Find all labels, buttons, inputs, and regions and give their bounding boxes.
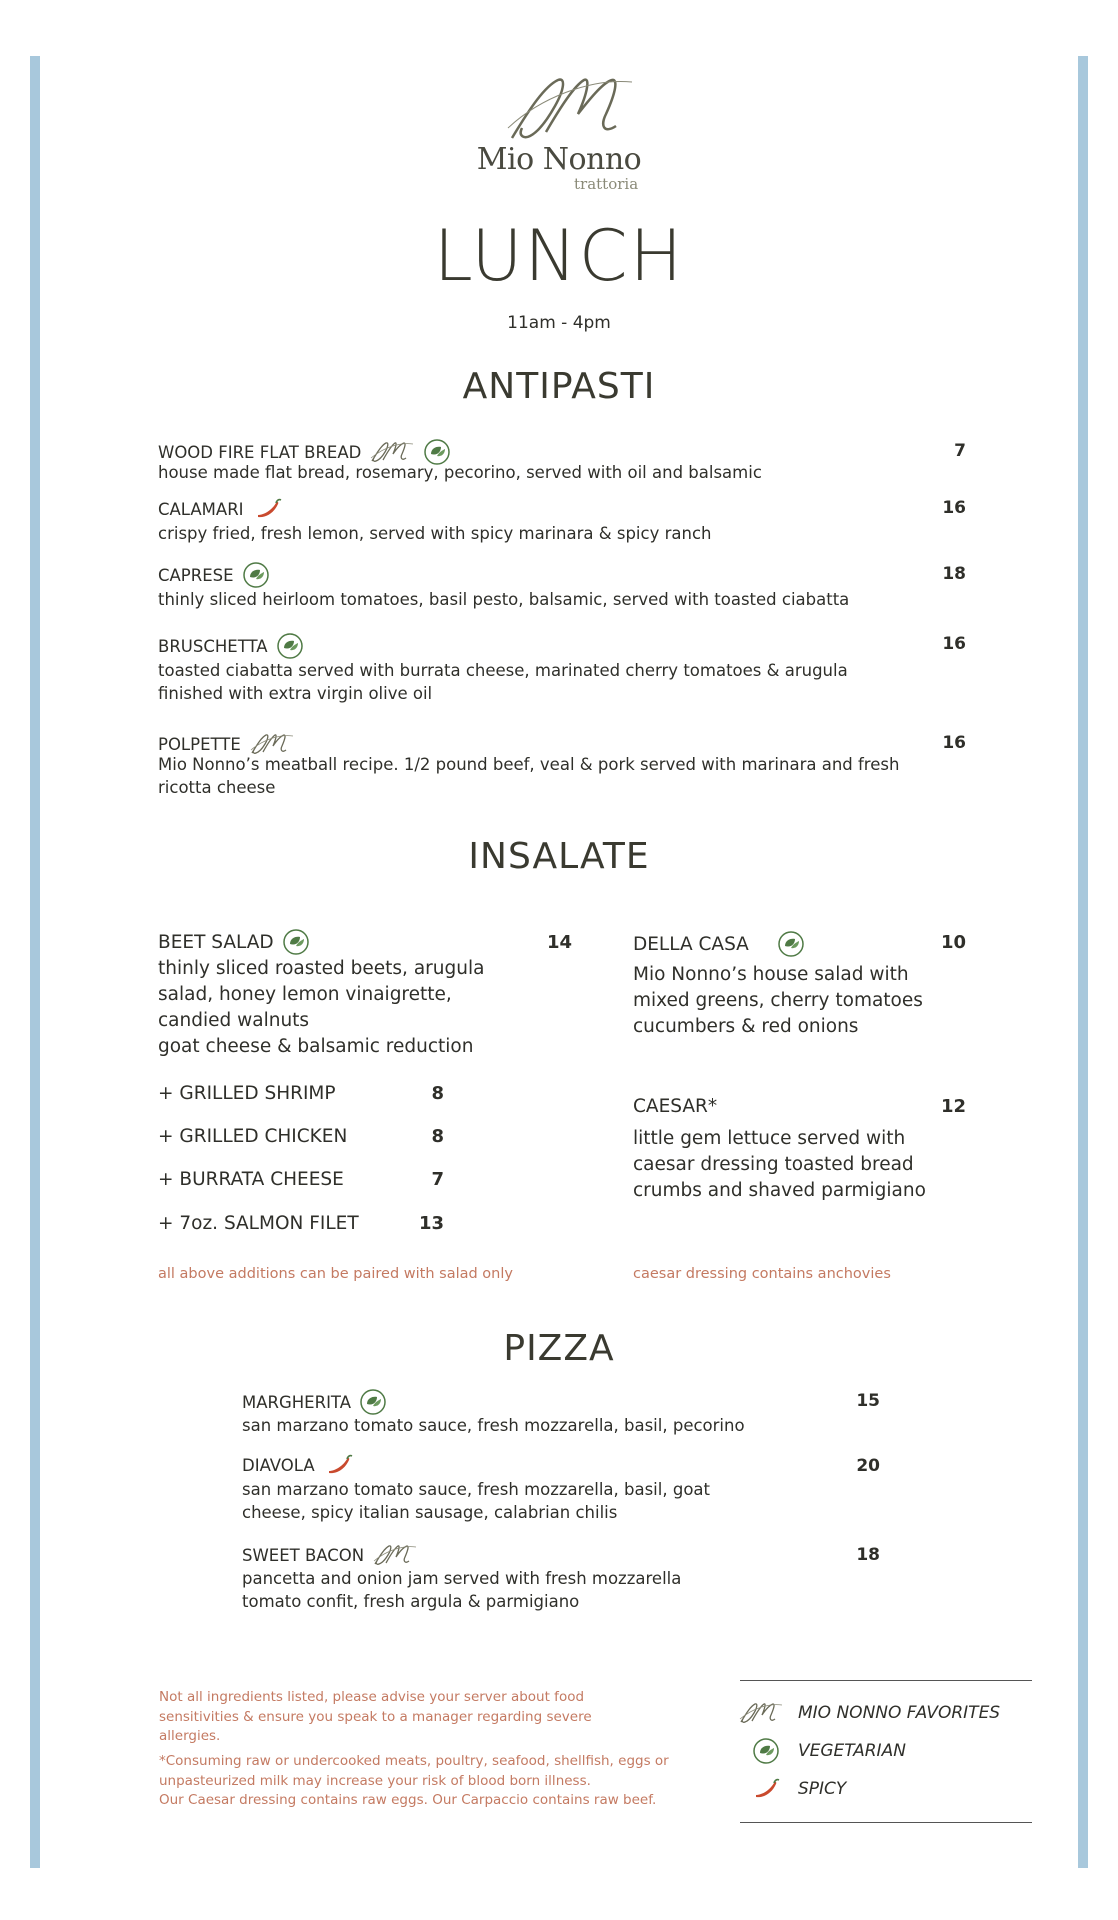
antipasti-item-name: BRUSCHETTA [158, 632, 304, 660]
section-title-antipasti: ANTIPASTI [462, 366, 656, 407]
vegetarian-icon [752, 1737, 780, 1765]
legend-spicy [750, 1778, 782, 1800]
antipasti-item-price: 18 [942, 564, 966, 584]
legend-bottom-divider [740, 1822, 1032, 1823]
antipasti-item-description: finished with extra virgin olive oil [158, 684, 433, 703]
salad-addition-name: + GRILLED CHICKEN [158, 1126, 348, 1147]
pizza-item-description: san marzano tomato sauce, fresh mozzarella, basil, pecorino [242, 1416, 745, 1435]
pizza-item-name: SWEET BACON [242, 1542, 418, 1568]
legend-favorites [738, 1700, 784, 1726]
salad-price-della-casa: 10 [940, 932, 966, 953]
salad-addition-price: 8 [431, 1083, 444, 1104]
pizza-item-price: 20 [856, 1456, 880, 1476]
allergy-notice: Not all ingredients listed, please advise your server about food sensitivities & ensure you speak to a manager regarding severe allergies. [159, 1689, 592, 1744]
antipasti-item-price: 7 [954, 441, 966, 461]
vegetarian-icon [359, 1388, 387, 1416]
antipasti-item-name: CAPRESE [158, 561, 270, 589]
menu-hours: 11am - 4pm [507, 313, 611, 333]
salad-name-della-casa: DELLA CASA [633, 930, 805, 958]
antipasti-item-description: ricotta cheese [158, 778, 276, 797]
salad-description-line: thinly sliced roasted beets, arugula [158, 958, 485, 979]
antipasti-item-price: 16 [942, 733, 966, 753]
spicy-icon [750, 1778, 782, 1800]
salad-addition-name: + 7oz. SALMON FILET [158, 1213, 359, 1234]
salad-addition-price: 7 [431, 1169, 444, 1190]
section-title-insalate: INSALATE [468, 836, 650, 877]
salad-description-line: cucumbers & red onions [633, 1016, 859, 1037]
antipasti-item-description: crispy fried, fresh lemon, served with spicy marinara & spicy ranch [158, 524, 712, 543]
pizza-item-price: 18 [856, 1545, 880, 1565]
salad-description-line: goat cheese & balsamic reduction [158, 1036, 474, 1057]
menu-title: LUNCH [433, 215, 685, 297]
spicy-icon [323, 1454, 355, 1476]
pizza-item-description: san marzano tomato sauce, fresh mozzarella, basil, goat [242, 1480, 710, 1499]
legend-vegetarian-label: VEGETARIAN [798, 1741, 906, 1761]
salad-description-line: candied walnuts [158, 1010, 310, 1031]
antipasti-item-description: Mio Nonno’s meatball recipe. 1/2 pound beef, veal & pork served with marinara and fresh [158, 755, 900, 774]
antipasti-item-description: house made flat bread, rosemary, pecorino, served with oil and balsamic [158, 463, 762, 482]
raw-food-warning: *Consuming raw or undercooked meats, poultry, seafood, shellfish, eggs or unpasteurized milk may increase your risk of blood born illness. Our Caesar dressing contains raw eggs. Our Carpaccio contains raw beef. [159, 1753, 669, 1808]
mio-nonno-monogram-logo [500, 68, 640, 148]
brand-subtitle: trattoria [574, 175, 639, 193]
vegetarian-icon [282, 928, 310, 956]
legend-favorites-label: MIO NONNO FAVORITES [798, 1703, 1001, 1723]
brand-name: Mio Nonno [476, 142, 642, 177]
salad-description-line: Mio Nonno’s house salad with [633, 964, 909, 985]
salad-addition-price: 13 [418, 1213, 444, 1234]
pizza-item-description: cheese, spicy italian sausage, calabrian chilis [242, 1503, 618, 1522]
salad-name-caesar: CAESAR* [633, 1096, 718, 1117]
salad-price-caesar: 12 [940, 1096, 966, 1117]
salad-description-line: crumbs and shaved parmigiano [633, 1180, 926, 1201]
pizza-item-description: pancetta and onion jam served with fresh mozzarella [242, 1569, 682, 1588]
additions-note: all above additions can be paired with salad only [158, 1266, 513, 1282]
salad-name-beet: BEET SALAD [158, 928, 310, 956]
legend-vegetarian [752, 1737, 780, 1765]
salad-price-beet: 14 [546, 932, 572, 953]
spicy-icon [252, 498, 284, 520]
vegetarian-icon [777, 930, 805, 958]
vegetarian-icon [242, 561, 270, 589]
salad-addition-name: + GRILLED SHRIMP [158, 1083, 336, 1104]
salad-description-line: little gem lettuce served with [633, 1128, 906, 1149]
pizza-item-price: 15 [856, 1391, 880, 1411]
mio-nonno-favorite-icon [372, 1542, 418, 1568]
salad-description-line: caesar dressing toasted bread [633, 1154, 914, 1175]
antipasti-item-name: CALAMARI [158, 498, 284, 520]
mio-nonno-favorite-icon [738, 1700, 784, 1726]
salad-description-line: salad, honey lemon vinaigrette, [158, 984, 452, 1005]
antipasti-item-price: 16 [942, 498, 966, 518]
pizza-item-name: DIAVOLA [242, 1454, 355, 1476]
antipasti-item-name: POLPETTE [158, 731, 295, 757]
legend-top-divider [740, 1680, 1032, 1681]
pizza-item-description: tomato confit, fresh argula & parmigiano [242, 1592, 580, 1611]
caesar-note: caesar dressing contains anchovies [633, 1266, 891, 1282]
legend-spicy-label: SPICY [798, 1779, 847, 1799]
antipasti-item-price: 16 [942, 634, 966, 654]
antipasti-item-name: WOOD FIRE FLAT BREAD [158, 438, 451, 466]
antipasti-item-description: toasted ciabatta served with burrata cheese, marinated cherry tomatoes & arugula [158, 661, 848, 680]
salad-addition-name: + BURRATA CHEESE [158, 1169, 344, 1190]
salad-addition-price: 8 [431, 1126, 444, 1147]
vegetarian-icon [276, 632, 304, 660]
pizza-item-name: MARGHERITA [242, 1388, 387, 1416]
antipasti-item-description: thinly sliced heirloom tomatoes, basil pesto, balsamic, served with toasted ciabatta [158, 590, 850, 609]
salad-description-line: mixed greens, cherry tomatoes [633, 990, 923, 1011]
section-title-pizza: PIZZA [503, 1328, 615, 1369]
